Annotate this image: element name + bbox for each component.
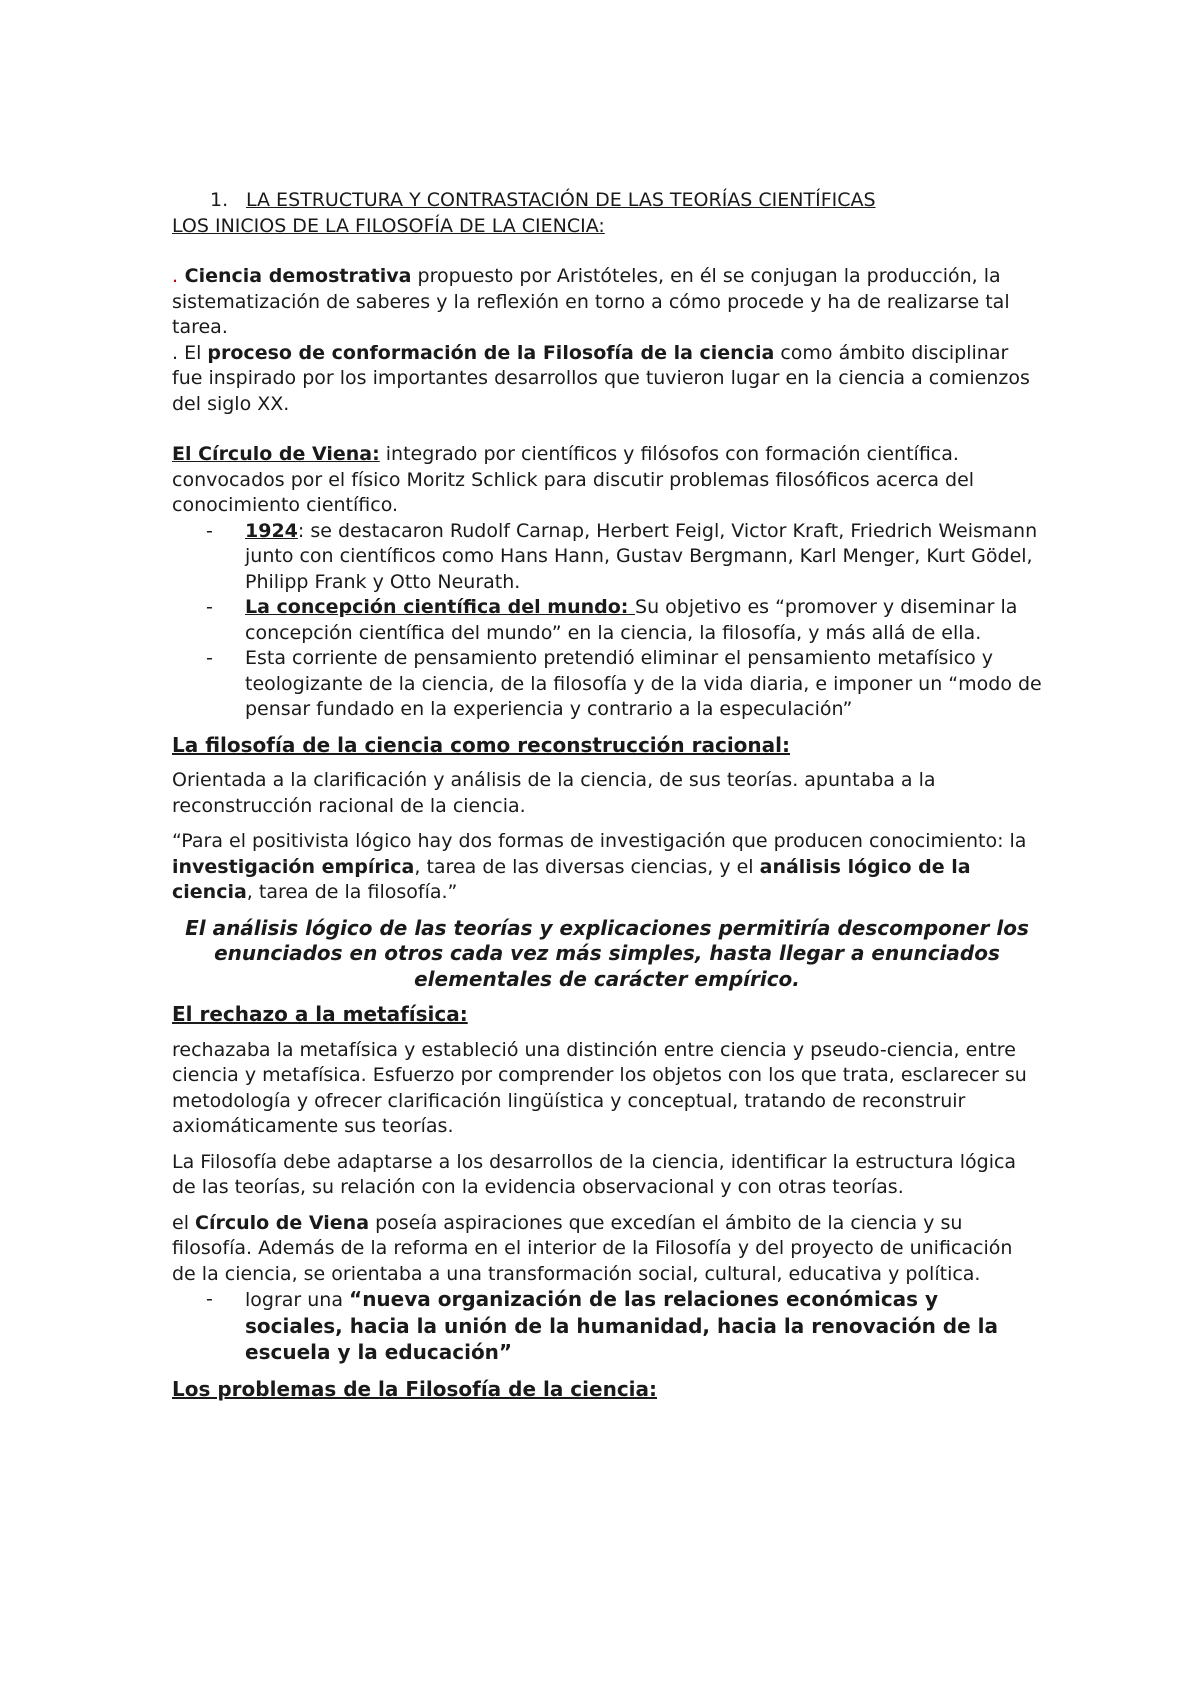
list-item-text: lograr una (245, 1289, 350, 1311)
text-segment: , tarea de las diversas ciencias, y el (414, 855, 760, 878)
intro-text-1: propuesto por Aristóteles, en él se conjugan la producción, la sistematización de saberes y la reflexión en torno a cómo procede y ha de realizarse tal tarea. (172, 265, 1010, 338)
list-item-text: Esta corriente de pensamiento pretendió eliminar el pensamiento metafísico y teologizante de la ciencia, de la filosofía y de la vida diaria, e imponer un “modo de pensar fundado en la experiencia y contrario a la especulación” (245, 647, 1042, 720)
intro-prefix-2: . El (172, 341, 208, 364)
text-segment: , tarea de la filosofía.” (246, 881, 458, 903)
section-title-problemas: Los problemas de la Filosofía de la ciencia: (172, 1376, 658, 1401)
heading-number: 1. (210, 189, 229, 211)
list-item-term: “nueva organización de las relaciones económicas y sociales, hacia la unión de la humanidad, hacia la renovación de la escuela y la educación” (245, 1287, 998, 1364)
intro-text-2: como ámbito disciplinar fue inspirado por los importantes desarrollos que tuvieron lugar en la ciencia a comienzos del siglo XX. (172, 341, 1030, 415)
intro-paragraph-2 (172, 341, 1042, 418)
metafisica-paragraph-3 (172, 1211, 1042, 1288)
circulo-label: El Círculo de Viena: (172, 443, 380, 465)
list-item (172, 646, 1042, 723)
list-item (172, 1287, 1042, 1367)
list-item-text: Su objetivo es “promover y diseminar la concepción científica del mundo” en la ciencia, la filosofía, y más allá de ella. (245, 596, 1018, 644)
main-heading (172, 188, 1042, 214)
metafisica-list (172, 1287, 1042, 1367)
circulo-text: integrado por científicos y filósofos con formación científica. convocados por el físico Moritz Schlick para discutir problemas filosóficos acerca del conocimiento científico. (172, 443, 975, 516)
term-circulo-viena: Círculo de Viena (195, 1211, 370, 1234)
list-item (172, 595, 1042, 646)
term-investigacion-empirica: investigación empírica (172, 855, 415, 878)
intro-dot: . (172, 265, 179, 287)
text-segment: el (172, 1211, 196, 1234)
reconstruccion-paragraph-2 (172, 829, 1042, 906)
intro-term-ciencia: Ciencia demostrativa (178, 265, 412, 287)
term-analisis-logico: análisis lógico de la ciencia (172, 855, 971, 903)
heading-subtitle: LOS INICIOS DE LA FILOSOFÍA DE LA CIENCIA: (172, 214, 605, 237)
reconstruccion-paragraph-1: Orientada a la clarificación y análisis de la ciencia, de sus teorías. apuntaba a la reconstrucción racional de la ciencia. (172, 769, 936, 817)
text-segment: poseía aspiraciones que excedían el ámbito de la ciencia y su filosofía. Además de la reforma en el interior de la Filosofía y del proyecto de unificación de la ciencia, se orientaba a una transformación social, cultural, educativa y política. (172, 1211, 1013, 1285)
metafisica-paragraph-2: La Filosofía debe adaptarse a los desarrollos de la ciencia, identificar la estructura lógica de las teorías, su relación con la evidencia observacional y con otras teorías. (172, 1150, 1017, 1198)
intro-term-proceso: proceso de conformación de la Filosofía de la ciencia (207, 341, 775, 364)
circulo-paragraph (172, 442, 1042, 519)
section-title-reconstruccion: La filosofía de la ciencia como reconstrucción racional: (172, 732, 790, 757)
list-item (172, 519, 1042, 596)
list-item-term: 1924 (245, 519, 298, 542)
section-title-metafisica: El rechazo a la metafísica: (172, 1002, 468, 1026)
circulo-list (172, 519, 1042, 723)
metafisica-paragraph-1: rechazaba la metafísica y estableció una distinción entre ciencia y pseudo-ciencia, entre ciencia y metafísica. Esfuerzo por comprender los objetos con los que trata, esclarecer su metodología y ofrecer clarificación lingüística y conceptual, tratando de reconstruir axiomáticamente sus teorías. (172, 1038, 1027, 1137)
list-item-text: : se destacaron Rudolf Carnap, Herbert Feigl, Victor Kraft, Friedrich Weismann junto con científicos como Hans Hann, Gustav Bergmann, Karl Menger, Kurt Gödel, Philipp Frank y Otto Neurath. (245, 519, 1038, 593)
centered-quote: El análisis lógico de las teorías y explicaciones permitiría descomponer los enunciados en otros cada vez más simples, hasta llegar a enunciados elementales de carácter empírico. (185, 915, 1029, 991)
heading-title: LA ESTRUCTURA Y CONTRASTACIÓN DE LAS TEORÍAS CIENTÍFICAS (246, 189, 876, 211)
text-segment: “Para el positivista lógico hay dos formas de investigación que producen conocimiento: la (172, 830, 1027, 852)
list-item-term: La concepción científica del mundo: (245, 596, 636, 618)
intro-paragraph-1 (172, 264, 1042, 341)
document-page (172, 188, 1042, 1402)
